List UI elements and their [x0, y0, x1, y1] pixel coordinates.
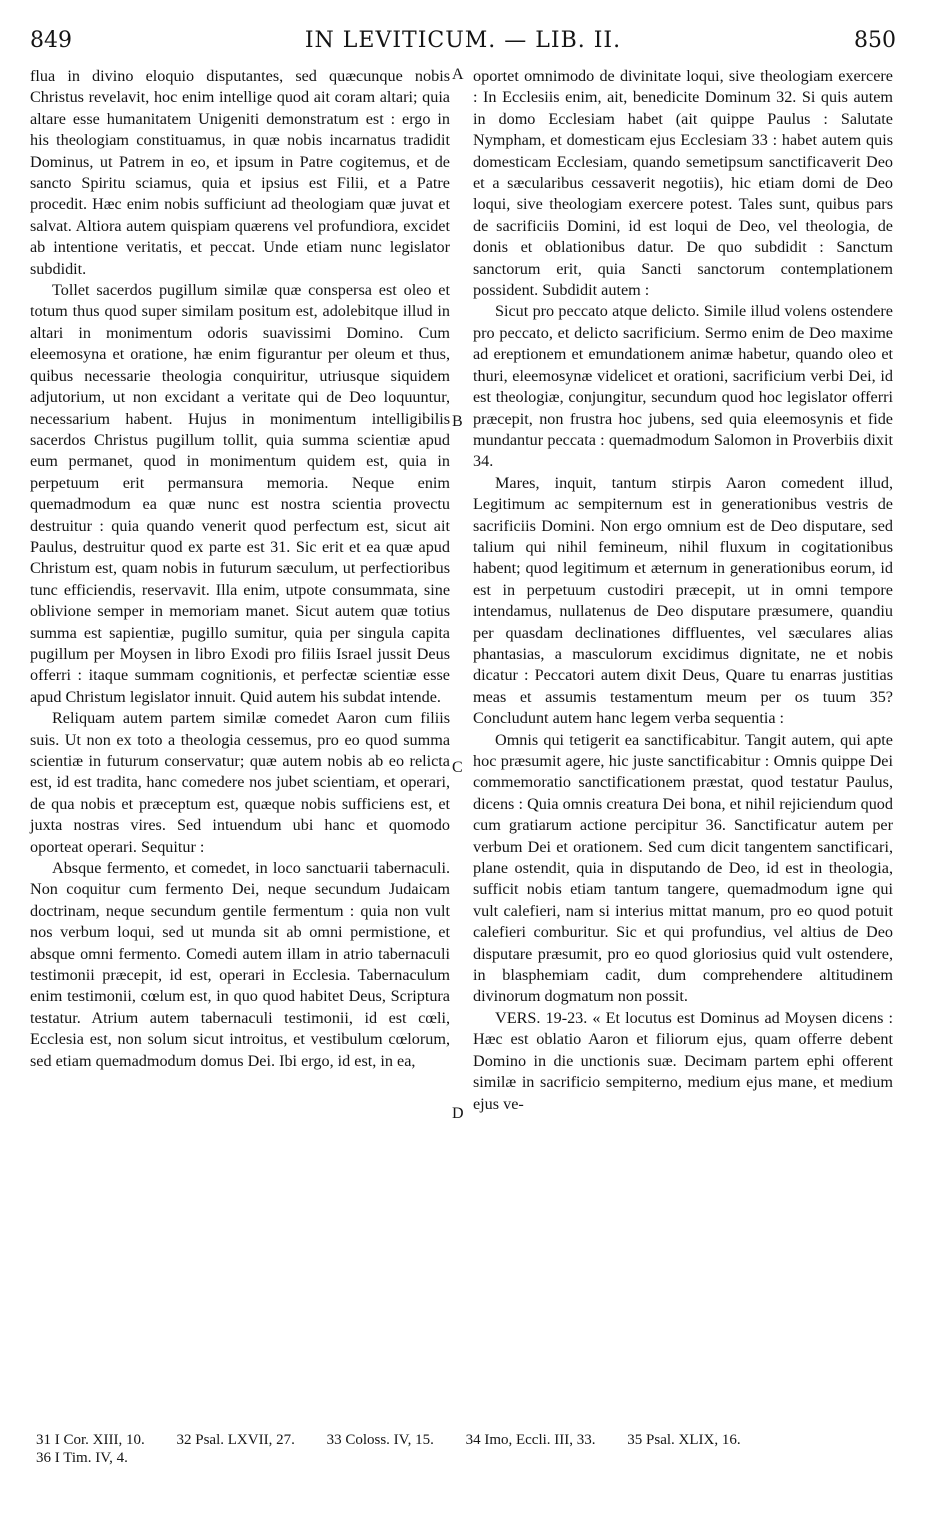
footnote: 34 Imo, Eccli. III, 33.	[465, 1432, 596, 1448]
paragraph: oportet omnimodo de divinitate loqui, sive theologiam exercere : In Ecclesiis enim, ait, benedicite Dominum 32. Si quis autem in domo Ecclesiam habet (ait quippe Paulus : Salutate Nympham, et domesticam ejus Ecclesiam 33 : habet autem quis domesticam Ecclesiam, quando semetipsum sanctificaverit Deo et a sæcularibus cessaverit negotiis), hic etiam domi de Deo loqui, sive theologiam exercere potest. Tales sunt, quibus pars de sacrificiis Domini, id est loqui de Deo, vel theologia, de donis et oblationibus datur. De quo subdidit : Sanctum sanctorum erit, quia Sancti sanctorum contemplationem possident. Subdidit autem :	[473, 67, 893, 300]
footnotes	[36, 1431, 896, 1467]
paragraph: Absque fermento, et comedet, in loco sanctuarii tabernaculi. Non coquitur cum fermento Dei, neque secundum Judaicam doctrinam, neque secundum gentile fermentum : quia non vult nos verbum loqui, sed ut munda sit ab omni permistione, et absque omni fermento. Comedi autem illam in atrio tabernaculi testimonii præcepit, id est, operari in Ecclesia. Tabernaculum enim testimonii, cœlum est, in quo quod habitet Deus, Scriptura testatur. Atrium autem tabernaculi testimonii, id est cœli, Ecclesia est, non solum sicut introitus, et vestibulum cœlorum, sed etiam quemadmodum domus Dei. Ibi ergo, id est, in ea,	[30, 859, 450, 1070]
running-header	[30, 28, 896, 60]
marker-a: A	[452, 66, 464, 83]
footnote-row	[36, 1449, 896, 1467]
left-column	[30, 66, 450, 1072]
paragraph: Omnis qui tetigerit ea sanctificabitur. Tangit autem, qui apte hoc præsumit agere, hic juste sanctificabitur : Omnis quippe Dei commemoratio sanctificationem præstat, quod testatur Paulus, dicens : Quia omnis creatura Dei bona, et nihil rejiciendum quod cum gratiarum actione percipitur 36. Sanctificatur autem per verbum Dei et orationem. Sed cum dicit tangentem sanctificari, plane ostendit, quia in disputando de Deo, id est in theologia, sufficit nobis etiam tantum tangere, quemadmodum igne qui vult calefieri, nam si interius mittat manum, pro eo quod potuit calefieri comburitur. Sic et qui profundius, vel altius de Deo disputare præsumit, pro eo quod gloriosius quid vult ostendere, in blasphemiam cadit, dum comprehendere altitudinem divinorum dogmatum non possit.	[473, 730, 893, 1006]
footnote: 32 Psal. LXVII, 27.	[176, 1432, 295, 1448]
paragraph: Tollet sacerdos pugillum similæ quæ conspersa est oleo et totum thus quod super similam positum est, adolebitque illud in altari in monimentum odoris suavissimi Domino. Cum eleemosyna et oratione, hæ enim figurantur per oleum et thus, quibus necessarie theologia conquiritur, utriusque siquidem adjutorium, ut non excidant a veritate qui de Deo loquuntur, necessarium habent. Hujus in monimentum intelligibilis sacerdos Christus pugillum tollit, quia summa scientiæ apud eum permanet, quod in monimentum quidem est, quia in perpetuum erit permansura memoria. Neque enim quemadmodum ea quæ nunc est nostra scientia provectu destruitur : quia quando venerit quod perfectum est, sicut ait Paulus, destruitur quod ex parte est 31. Sic erit et ea quæ apud Christum est, quam nobis in futurum sæculum, ut perfectioribus tunc efficiendis, reservavit. Illa enim, utpote consummata, sine oblivione semper in memoriam manet. Sicut autem quæ totius summa est sapientiæ, pugillo sumitur, quia per singula capita pugillum per Moysen in libro Exodi pro filiis Israel jussit Deus offerri : itaque summam cognitionis, et perfectæ scientiæ esse apud Christum legislator innuit. Quid autem his subdat intende.	[30, 281, 450, 706]
footnote: 35 Psal. XLIX, 16.	[627, 1432, 741, 1448]
right-column	[473, 66, 893, 1115]
page-number-right: 850	[854, 28, 896, 53]
marker-c: C	[452, 759, 463, 776]
marker-b: B	[452, 413, 463, 430]
paragraph: Reliquam autem partem similæ comedet Aaron cum filiis suis. Ut non ex toto a theologia cessemus, pro eo quod summa scientiæ in futurum conservatur; quæ autem nobis ab eo relicta est, id est tradita, hanc comedere nos jubet scientiam, et operari, de qua nobis et præceptum est, quæque nobis sufficiens est, et juxta nostras vires. Sed intuendum ubi hanc et quomodo oporteat operari. Sequitur :	[30, 709, 450, 856]
footnote: 33 Coloss. IV, 15.	[326, 1432, 434, 1448]
running-title: IN LEVITICUM. — LIB. II.	[304, 28, 622, 53]
footnote: 31 I Cor. XIII, 10.	[36, 1432, 145, 1448]
footnote-row	[36, 1431, 896, 1449]
footnote: 36 I Tim. IV, 4.	[36, 1450, 128, 1466]
marker-d: D	[452, 1105, 464, 1122]
paragraph: VERS. 19-23. « Et locutus est Dominus ad Moysen dicens : Hæc est oblatio Aaron et filiorum ejus, quam offerre debent Domino in die unctionis suæ. Decimam partem ephi offerent similæ in sacrificio sempiterno, medium ejus mane, et medium ejus ve-	[473, 1008, 893, 1113]
paragraph: Sicut pro peccato atque delicto. Simile illud volens ostendere pro peccato, et delicto sacrificium. Sermo enim de Deo maxime ad ereptionem et emundationem animæ habetur, quando oleo et thuri, eleemosynæ videlicet et orationi, sacrificium verbi Dei, id est theologiæ, conjungitur, secundum quod hoc legislator offerri præcepit, non frustra hoc jubens, sed quia eleemosynis et fide mundantur peccata : quemadmodum Salomon in Proverbiis dixit 34.	[473, 302, 893, 471]
paragraph: flua in divino eloquio disputantes, sed quæcunque nobis Christus revelavit, hoc enim intellige quod ait coram altari; quia altare esse humanitatem Unigeniti demonstratum est : ergo in his theologiam constituamus, in quæ nobis incarnatus tradidit Dominus, ut Patrem in eo, et ipsum in Patre cogitemus, et de sancto Spiritu sciamus, quia et ipsius est Filii, et a Patre procedit. Hæc enim nobis sufficiunt ad theologiam quæ juvat et salvat. Altiora autem quispiam quærens vel profundiora, excidet ab intentione veritatis, et peccat. Unde etiam nunc legislator subdidit.	[30, 67, 450, 278]
paragraph: Mares, inquit, tantum stirpis Aaron comedent illud, Legitimum ac sempiternum est in generationibus vestris de sacrificiis Domini. Non ergo omnium est de Deo disputare, sed talium qui nihil femineum, nihil fluxum in cogitationibus habent; quod legitimum et æternum in generationibus eorum, id est in perpetuum custodiri præcepit, ut in omni tempore intendamus, nullatenus de Deo disputare præsumere, quandiu per quasdam declinationes diffluentes, vel sæculares alias phantasias, a masculorum excidimus dignitate, ne et nobis dicatur : Peccatori autem dixit Deus, Quare tu enarras justitias meas et assumis testamentum meum per os tuum 35? Concludunt autem hanc legem verba sequentia :	[473, 473, 893, 728]
page-number-left: 849	[30, 28, 72, 53]
